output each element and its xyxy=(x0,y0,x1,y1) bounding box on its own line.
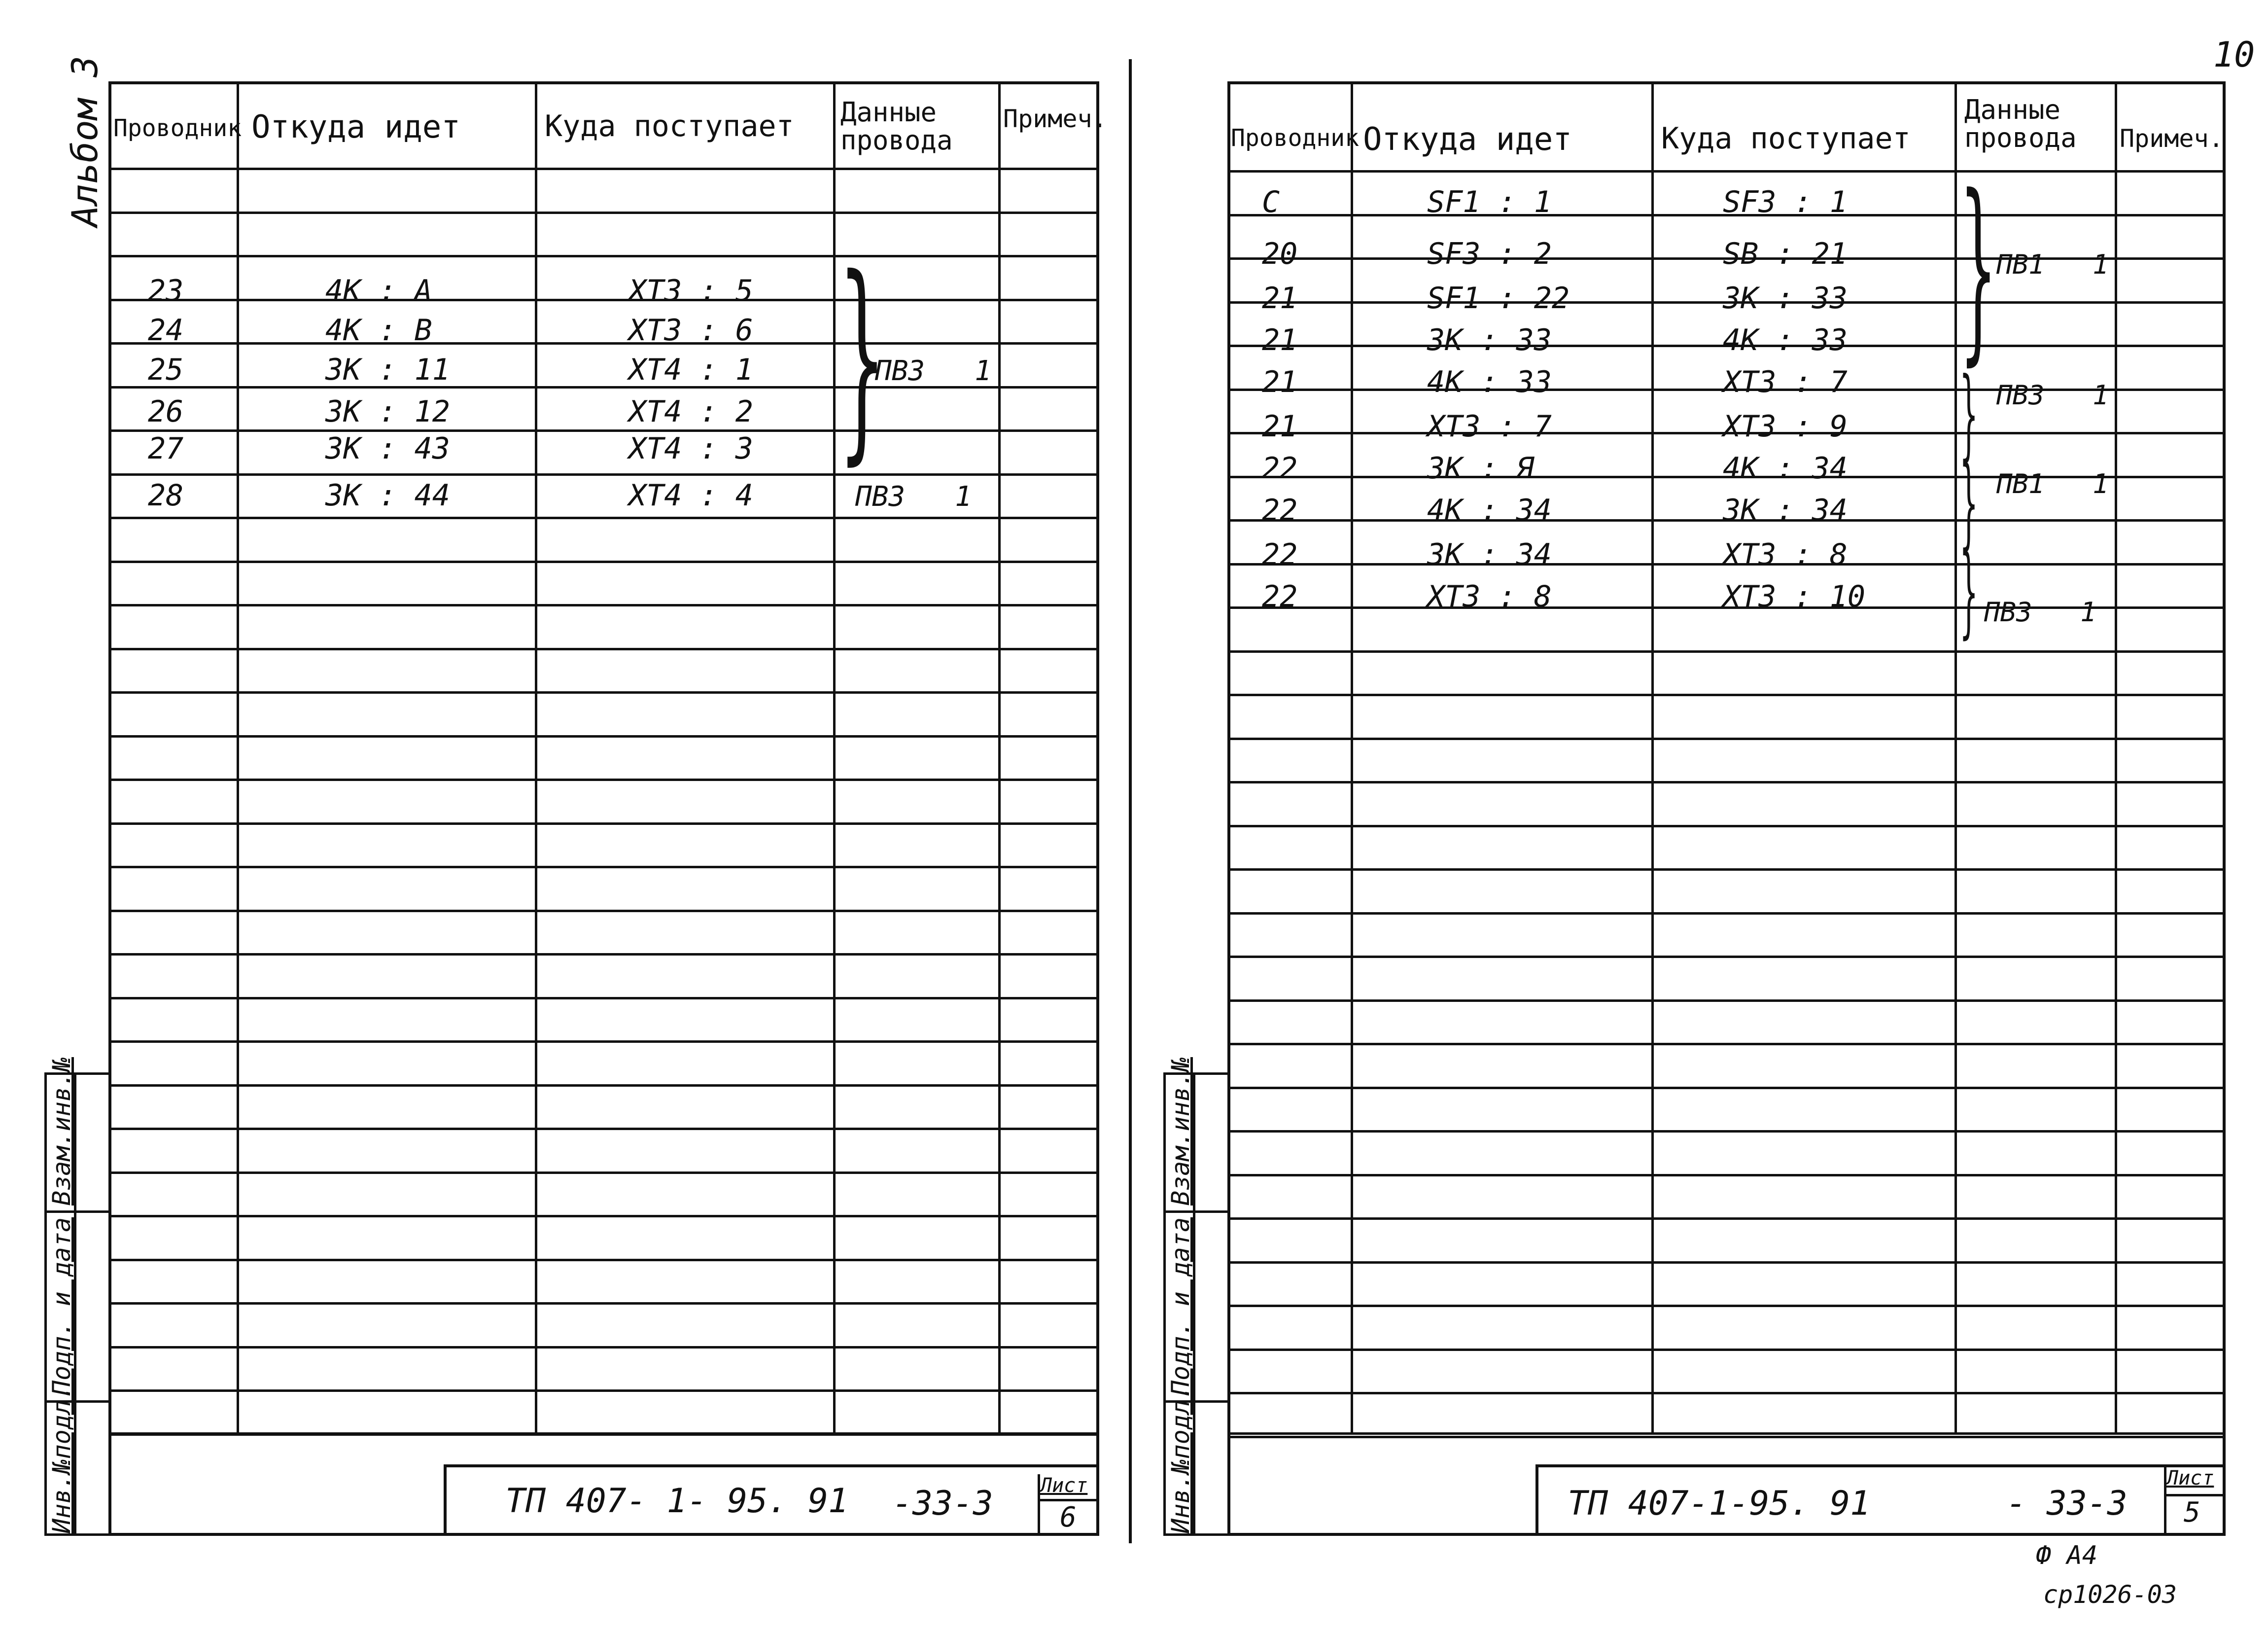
cell-to: 4К : 33 xyxy=(1723,323,1848,357)
cell-conductor: 23 xyxy=(148,274,184,308)
cell-from: SF1 : 1 xyxy=(1427,185,1552,219)
cell-to: ХТ4 : 4 xyxy=(628,478,753,513)
right-doc-suffix: - 33-3 xyxy=(2006,1484,2128,1523)
cell-conductor: 25 xyxy=(148,353,184,387)
left-header-note: Примеч. xyxy=(1003,105,1107,133)
right-stamp-replace-inv: Взам.инв.№ xyxy=(1166,1057,1195,1206)
left-row-line xyxy=(108,866,1099,868)
cell-to: ХТ4 : 2 xyxy=(628,394,753,429)
left-row-line xyxy=(108,735,1099,738)
cell-conductor: 22 xyxy=(1262,537,1298,572)
left-wire-group-1: ПВ3 1 xyxy=(875,355,992,387)
right-stamp-inv-orig: Инв.№подл. xyxy=(1166,1384,1195,1533)
right-sheet-number: 5 xyxy=(2184,1496,2200,1528)
left-stamp-replace-inv: Взам.инв.№ xyxy=(47,1057,76,1206)
right-col-line xyxy=(1651,81,1654,1432)
right-brace-1: } xyxy=(1959,154,1997,383)
right-row-line xyxy=(1227,1261,2226,1264)
left-row-line xyxy=(108,1040,1099,1043)
left-row-line xyxy=(108,910,1099,912)
left-row-line xyxy=(108,648,1099,650)
cell-conductor: 27 xyxy=(148,431,184,466)
cell-conductor: 21 xyxy=(1262,323,1298,357)
cell-to: 3К : 34 xyxy=(1723,493,1848,528)
right-row-line xyxy=(1227,738,2226,740)
left-row-line xyxy=(108,1389,1099,1392)
right-row-line xyxy=(1227,1043,2226,1045)
left-row-line xyxy=(108,1215,1099,1217)
left-col-line xyxy=(833,81,836,1432)
form-code: ср1026-03 xyxy=(2043,1580,2177,1609)
left-row-line xyxy=(108,1128,1099,1130)
cell-from: 3К : 33 xyxy=(1427,323,1552,357)
left-row-line xyxy=(108,299,1099,301)
left-stamp-sign-date: Подп. и дата xyxy=(47,1217,76,1395)
left-row-line xyxy=(108,691,1099,694)
right-header-wire-data: Данные провода xyxy=(1964,94,2077,153)
right-brace-3: } xyxy=(1959,445,1979,560)
left-row-line xyxy=(108,168,1099,170)
left-row-line xyxy=(108,255,1099,257)
right-stamp-sign-date: Подп. и дата xyxy=(1166,1217,1195,1395)
cell-conductor: 24 xyxy=(148,313,184,348)
left-sheet-label: Лист xyxy=(1040,1474,1088,1497)
right-row-line xyxy=(1227,1087,2226,1089)
cell-from: 4К : 33 xyxy=(1427,365,1552,399)
cell-to: ХТ3 : 7 xyxy=(1723,365,1848,399)
right-col-line xyxy=(1954,81,1957,1432)
left-brace: } xyxy=(838,231,886,484)
right-brace-4: } xyxy=(1959,534,1979,649)
left-col-line xyxy=(237,81,239,1432)
cell-to: SF3 : 1 xyxy=(1723,185,1848,219)
left-row-line xyxy=(108,473,1099,476)
cell-to: ХТ3 : 8 xyxy=(1723,537,1848,572)
left-row-line xyxy=(108,1172,1099,1174)
right-row-line xyxy=(1227,1436,2226,1438)
right-brace-2: } xyxy=(1959,356,1979,471)
right-wire-group-2: ПВ3 1 xyxy=(1996,380,2109,411)
cell-from: 3К : 44 xyxy=(325,478,450,513)
cell-from: 3К : 34 xyxy=(1427,537,1552,572)
left-row-line xyxy=(108,1084,1099,1087)
left-row-line xyxy=(108,212,1099,214)
right-row-line xyxy=(1227,1130,2226,1133)
left-row-line xyxy=(108,779,1099,781)
left-doc-code: ТП 407- 1- 95. 91 xyxy=(505,1482,848,1521)
cell-conductor: 21 xyxy=(1262,365,1298,399)
page-number: 10 xyxy=(2213,35,2255,75)
cell-conductor: 21 xyxy=(1262,281,1298,316)
right-header-conductor: Проводник xyxy=(1231,124,1360,152)
cell-conductor: 22 xyxy=(1262,579,1298,614)
cell-conductor: 22 xyxy=(1262,493,1298,528)
left-header-from: Откуда идет xyxy=(251,109,460,145)
left-sheet-number: 6 xyxy=(1060,1501,1077,1533)
left-header-to: Куда поступает xyxy=(545,109,794,143)
cell-from: 3К : 12 xyxy=(325,394,450,429)
left-header-conductor: Проводник xyxy=(113,114,242,142)
cell-conductor: 22 xyxy=(1262,451,1298,486)
left-titleblock-top xyxy=(108,1432,1099,1435)
left-row-line xyxy=(108,1346,1099,1349)
right-header-to: Куда поступает xyxy=(1661,121,1911,156)
cell-from: 3К : 11 xyxy=(325,353,450,387)
format-label: Ф А4 xyxy=(2036,1541,2098,1570)
right-header-from: Откуда идет xyxy=(1363,121,1572,158)
cell-to: SB : 21 xyxy=(1723,237,1848,271)
left-row-line xyxy=(108,342,1099,345)
cell-from: 3К : 43 xyxy=(325,431,450,466)
cell-to: 4К : 34 xyxy=(1723,451,1848,486)
left-wire-group-2: ПВ3 1 xyxy=(855,481,972,513)
left-doc-suffix: -33-3 xyxy=(892,1484,993,1523)
sheet-divider xyxy=(1129,59,1132,1543)
left-row-line xyxy=(108,429,1099,432)
right-row-line xyxy=(1227,694,2226,696)
cell-conductor: 26 xyxy=(148,394,184,429)
cell-to: ХТ3 : 6 xyxy=(628,313,753,348)
cell-to: ХТ3 : 5 xyxy=(628,274,753,308)
right-wire-group-3: ПВ1 1 xyxy=(1996,468,2109,499)
right-row-line xyxy=(1227,170,2226,173)
cell-to: ХТ4 : 3 xyxy=(628,431,753,466)
left-row-line xyxy=(108,1259,1099,1261)
right-row-line xyxy=(1227,1305,2226,1307)
right-row-line xyxy=(1227,1217,2226,1220)
right-row-line xyxy=(1227,868,2226,871)
right-header-note: Примеч. xyxy=(2120,124,2224,153)
right-col-line xyxy=(1351,81,1353,1432)
left-stamp-inv-orig: Инв.№подл. xyxy=(47,1384,76,1533)
right-wire-group-4: ПВ3 1 xyxy=(1984,597,2096,628)
right-row-line xyxy=(1227,999,2226,1002)
right-stamp-divider xyxy=(1163,1210,1227,1213)
right-row-line xyxy=(1227,1349,2226,1351)
cell-conductor: С xyxy=(1262,185,1280,219)
right-col-line xyxy=(2115,81,2117,1432)
right-row-line xyxy=(1227,1174,2226,1176)
right-row-line xyxy=(1227,825,2226,827)
cell-to: ХТ4 : 1 xyxy=(628,353,753,387)
right-row-line xyxy=(1227,956,2226,958)
left-header-wire-data: Данные провода xyxy=(840,97,953,156)
left-row-line xyxy=(108,953,1099,956)
cell-from: SF1 : 22 xyxy=(1427,281,1570,316)
right-row-line xyxy=(1227,1392,2226,1394)
left-col-line xyxy=(998,81,1001,1432)
cell-from: 3К : Я xyxy=(1427,451,1534,486)
cell-conductor: 28 xyxy=(148,478,184,513)
cell-to: 3К : 33 xyxy=(1723,281,1848,316)
left-row-line xyxy=(108,561,1099,563)
cell-from: SF3 : 2 xyxy=(1427,237,1552,271)
album-label: Альбом 3 xyxy=(64,56,105,227)
left-row-line xyxy=(108,822,1099,825)
cell-from: 4К : А xyxy=(325,274,432,308)
left-stamp-divider xyxy=(44,1210,108,1213)
left-row-line xyxy=(108,997,1099,999)
left-row-line xyxy=(108,604,1099,606)
cell-conductor: 20 xyxy=(1262,237,1298,271)
right-row-line xyxy=(1227,781,2226,783)
left-row-line xyxy=(108,1302,1099,1305)
cell-conductor: 21 xyxy=(1262,409,1298,444)
right-wire-group-1: ПВ1 1 xyxy=(1996,249,2109,280)
cell-from: ХТ3 : 8 xyxy=(1427,579,1552,614)
left-col-line xyxy=(535,81,537,1432)
cell-to: ХТ3 : 9 xyxy=(1723,409,1848,444)
cell-from: ХТ3 : 7 xyxy=(1427,409,1552,444)
right-titleblock-top xyxy=(1227,1432,2226,1435)
left-row-line xyxy=(108,517,1099,519)
right-row-line xyxy=(1227,650,2226,653)
right-doc-code: ТП 407-1-95. 91 xyxy=(1568,1484,1871,1523)
cell-from: 4К : В xyxy=(325,313,432,348)
right-row-line xyxy=(1227,912,2226,915)
cell-from: 4К : 34 xyxy=(1427,493,1552,528)
cell-to: ХТ3 : 10 xyxy=(1723,579,1865,614)
right-sheet-label: Лист xyxy=(2166,1467,2214,1490)
